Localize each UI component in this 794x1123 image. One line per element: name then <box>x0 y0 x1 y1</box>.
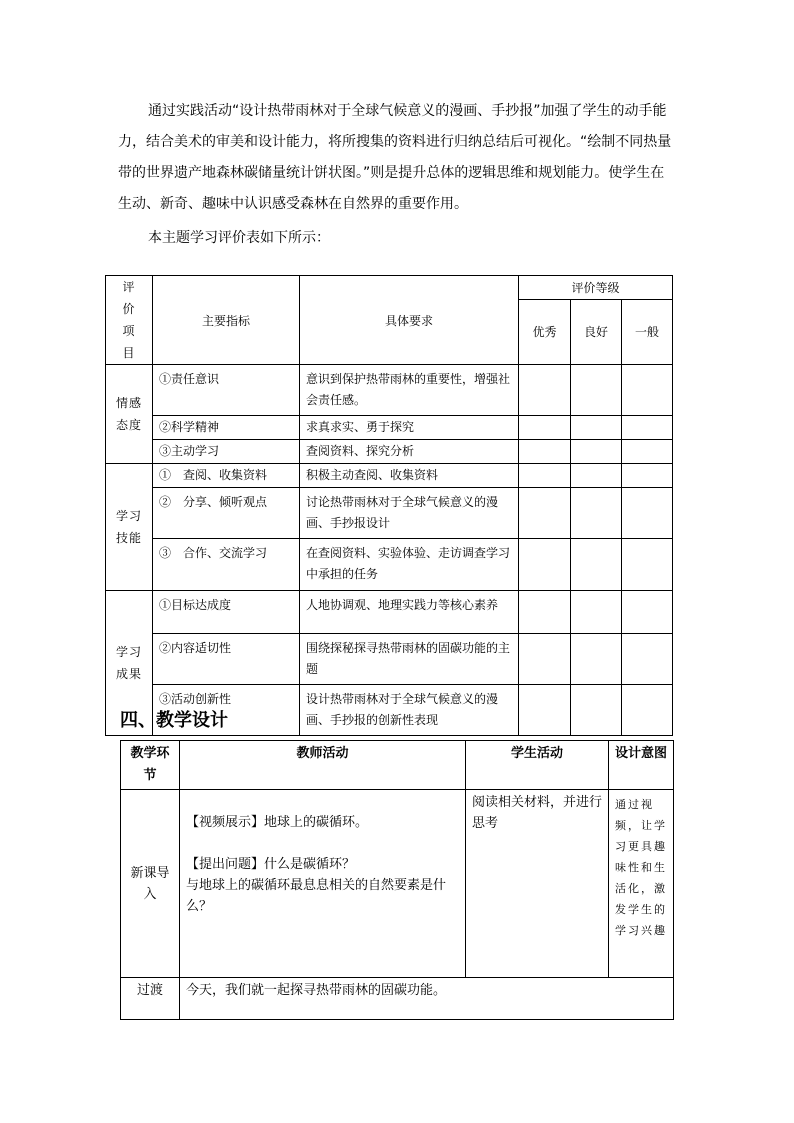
header-grade: 评价等级 <box>519 276 673 300</box>
grade-cell <box>519 464 571 488</box>
section-title: 四、教学设计 <box>120 710 228 731</box>
header-requirement: 具体要求 <box>300 276 519 365</box>
header-student-activity: 学生活动 <box>466 741 609 790</box>
teacher-line-spacer <box>186 833 459 854</box>
teacher-line: 【视频展示】地球上的碳循环。 <box>186 815 369 830</box>
header-average: 一般 <box>622 299 673 364</box>
group-name: 情感态度 <box>106 365 153 464</box>
header-teacher-activity: 教师活动 <box>180 741 466 790</box>
evaluation-table <box>105 275 673 736</box>
requirement-cell: 在查阅资料、实验体验、走访调查学习中承担的任务 <box>300 539 519 591</box>
teacher-activity-cell <box>180 790 466 978</box>
grade-cell <box>519 685 571 736</box>
grade-cell <box>571 416 622 440</box>
requirement-cell: 积极主动查阅、收集资料 <box>300 464 519 488</box>
requirement-cell: 围绕探秘探寻热带雨林的固碳功能的主题 <box>300 634 519 685</box>
design-intent-cell: 通过视频，让学习更具趣味性和生活化，激发学生的学习兴趣 <box>609 790 674 978</box>
header-design-intent: 设计意图 <box>609 741 674 790</box>
grade-cell <box>622 488 673 539</box>
indicator-cell: ①目标达成度 <box>153 591 300 634</box>
teacher-activity-cell: 今天，我们就一起探寻热带雨林的固碳功能。 <box>180 978 674 1020</box>
teaching-design-table <box>120 740 674 1020</box>
indicator-cell: ③主动学习 <box>153 440 300 464</box>
header-indicator: 主要指标 <box>153 276 300 365</box>
grade-cell <box>622 591 673 634</box>
requirement-cell: 查阅资料、探究分析 <box>300 440 519 464</box>
indicator-cell: ② 分享、倾听观点 <box>153 488 300 539</box>
grade-cell <box>519 591 571 634</box>
requirement-cell: 人地协调观、地理实践力等核心素养 <box>300 591 519 634</box>
grade-cell <box>622 464 673 488</box>
grade-cell <box>571 365 622 416</box>
group-name: 学习技能 <box>106 464 153 591</box>
stage-cell: 新课导入 <box>121 790 180 978</box>
requirement-cell: 求真求实、勇于探究 <box>300 416 519 440</box>
grade-cell <box>519 365 571 416</box>
grade-cell <box>519 440 571 464</box>
indicator-cell: ②科学精神 <box>153 416 300 440</box>
grade-cell <box>571 591 622 634</box>
indicator-cell: ③ 合作、交流学习 <box>153 539 300 591</box>
grade-cell <box>622 539 673 591</box>
intro-paragraph-2: 本主题学习评价表如下所示： <box>148 230 330 246</box>
grade-cell <box>622 634 673 685</box>
student-activity-cell: 阅读相关材料，并进行思考 <box>466 790 609 978</box>
teacher-line: 【提出问题】什么是碳循环？ <box>186 857 356 872</box>
requirement-cell: 意识到保护热带雨林的重要性，增强社会责任感。 <box>300 365 519 416</box>
grade-cell <box>571 539 622 591</box>
grade-cell <box>622 685 673 736</box>
stage-cell: 过渡 <box>121 978 180 1020</box>
header-excellent: 优秀 <box>519 299 571 364</box>
indicator-cell: ③活动创新性 <box>153 685 300 736</box>
grade-cell <box>519 416 571 440</box>
grade-cell <box>622 365 673 416</box>
header-stage: 教学环节 <box>121 741 180 790</box>
grade-cell <box>622 440 673 464</box>
header-eval-item: 评价项目 <box>106 276 153 365</box>
teacher-line: 与地球上的碳循环最息息相关的自然要素是什么？ <box>186 878 447 914</box>
grade-cell <box>519 634 571 685</box>
grade-cell <box>622 416 673 440</box>
requirement-cell: 设计热带雨林对于全球气候意义的漫画、手抄报的创新性表现 <box>300 685 519 736</box>
grade-cell <box>571 685 622 736</box>
indicator-cell: ②内容适切性 <box>153 634 300 685</box>
indicator-cell: ①责任意识 <box>153 365 300 416</box>
group-name: 学习成果 <box>106 591 153 736</box>
grade-cell <box>571 488 622 539</box>
header-good: 良好 <box>571 299 622 364</box>
grade-cell <box>571 634 622 685</box>
grade-cell <box>519 488 571 539</box>
grade-cell <box>519 539 571 591</box>
intro-paragraph-1: 通过实践活动“设计热带雨林对于全球气候意义的漫画、手抄报”加强了学生的动手能力，结合美术的审美和设计能力，将所搜集的资料进行归纳总结后可视化。“绘制不同热量带的世界遗产地森林碳储量统计饼状图。”则是提升总体的逻辑思维和规划能力。使学生在生动、新奇、趣味中认识感受森林在自然界的重要作用。 <box>118 103 672 212</box>
grade-cell <box>571 440 622 464</box>
grade-cell <box>571 464 622 488</box>
requirement-cell: 讨论热带雨林对于全球气候意义的漫画、手抄报设计 <box>300 488 519 539</box>
indicator-cell: ① 查阅、收集资料 <box>153 464 300 488</box>
